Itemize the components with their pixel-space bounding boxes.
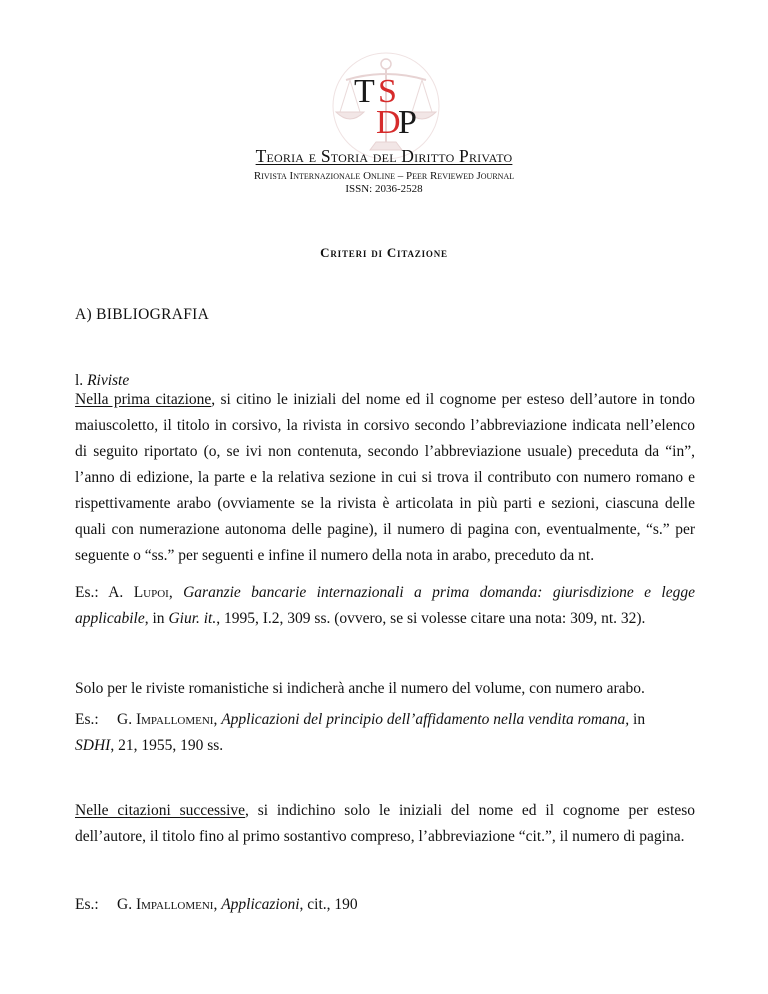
section-heading-bibliografia: A) BIBLIOGRAFIA [75,306,210,323]
document-heading: Criteri di Citazione [320,245,448,260]
paragraph-text: , si citino le iniziali del nome ed il cognome per esteso dell’autore in tondo maiuscoletto, il titolo in corsivo, la rivista in corsivo secondo l’abbreviazione indicata nell’elenco di seguito riportato (o, se ivi non contenuta, secondo l’abbreviazione usuale) preceduta da “in”, l’anno di edizione, la parte e la relativa sezione in cui si trova il contributo con numero romano e rispettivamente arabo (ovviamente se la rivista è articolata in più parti e sezioni, ciascuna delle quali con numerazione autonoma delle pagine), il numero di pagina con, eventualmente, “s.” per seguente o “ss.” per seguenti e infine il numero della nota in arabo, preceduto da nt. [75,391,695,564]
paragraph-riviste-romanistiche: Solo per le riviste romanistiche si indicherà anche il numero del volume, con numero arabo. [75,680,645,697]
separator: , in [144,610,169,627]
logo-letter-s: S [378,73,397,110]
paragraph-text: , si indichino solo le iniziali del nome ed il cognome per esteso dell’autore, il titolo fino al primo sostantivo compreso, l’abbreviazione “cit.”, il numero di pagina. [75,802,695,845]
author-initial: G. [117,711,136,728]
subsection-number: l. [75,372,88,389]
citation-rest: , 21, 1955, 190 ss. [110,737,224,754]
paragraph-citazioni-successive [75,798,695,850]
masthead [0,146,768,196]
underlined-lead: Nelle citazioni successive [75,802,246,819]
paragraph-prima-citazione [75,387,695,569]
logo-letter-d: D [376,104,401,141]
journal-abbreviation: Giur. it. [168,610,217,627]
author-initial: A. [108,584,134,601]
example-impallomeni [75,707,695,759]
example-lupoi [75,580,695,632]
author-initial: G. [117,896,136,913]
underlined-lead: Nella prima citazione [75,391,212,408]
logo-letter-p: P [398,104,417,141]
journal-abbreviation: SDHI [75,737,111,754]
separator: in [629,711,646,728]
journal-issn: ISSN: 2036-2528 [345,183,423,195]
example-label: Es.: [75,584,109,601]
work-title: Garanzie bancarie internazionali a prima domanda: giurisdizione e legge applicabile [75,584,695,627]
logo-letter-t: T [354,73,375,110]
work-title: Applicazioni [221,896,300,913]
citation-rest: , 1995, I.2, 309 ss. (ovvero, se si volesse citare una nota: 309, nt. 32). [216,610,646,627]
example-label: Es.: [75,896,99,913]
author-surname: Lupoi [133,584,169,601]
separator: , [213,896,222,913]
work-title: Applicazioni del principio dell’affidamento nella vendita romana, [221,711,630,728]
example-impallomeni-short [75,892,358,918]
subsection-title: Riviste [87,372,130,389]
example-label: Es.: [75,711,99,728]
author-surname: Impallomeni [135,896,214,913]
separator: , [213,711,222,728]
journal-subtitle: Rivista Internazionale Online – Peer Reviewed Journal [253,170,515,182]
author-surname: Impallomeni [135,711,214,728]
citation-rest: , cit., 190 [299,896,358,913]
separator: , [168,584,184,601]
journal-title: Teoria e Storia del Diritto Privato [255,146,513,166]
